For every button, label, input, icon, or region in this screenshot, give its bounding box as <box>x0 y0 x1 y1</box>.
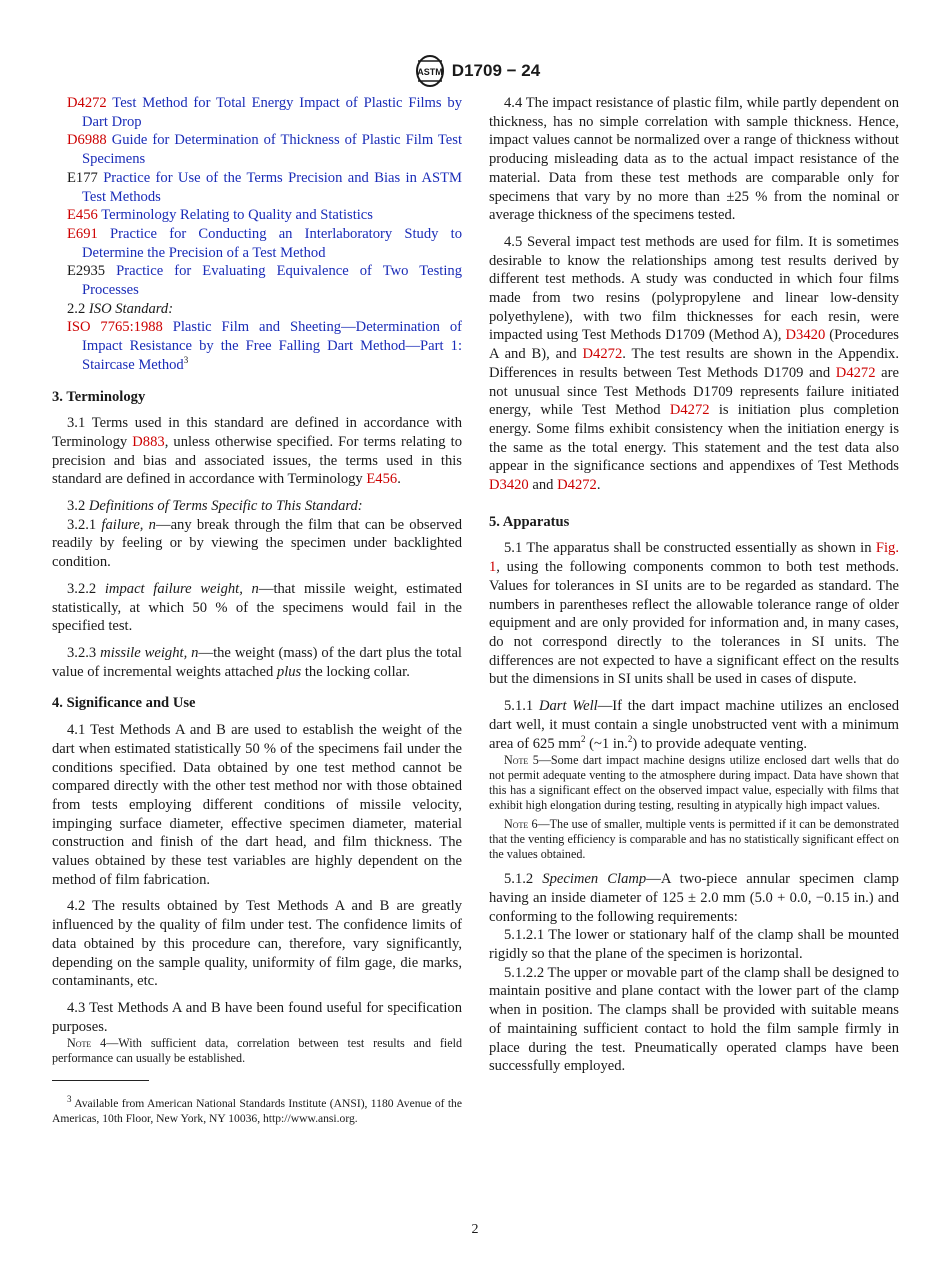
paragraph-5-1-2-2: 5.1.2.2 The upper or movable part of the clamp shall be designed to maintain positive and plane contact with the lower part of the clamp when in position. The clamps shall be provided with suitable means of maintaining sufficient contact to hold the film sample firmly in place during the test. Pneumatically operated clamps have been successfully employed. <box>489 964 899 1075</box>
paragraph-3-2-1: 3.2.1 failure, n—any break through the film that can be observed readily by feeling or by viewing the specimen under backlighted condition. <box>52 516 462 571</box>
reference-item <box>52 131 462 168</box>
reference-list <box>52 94 462 375</box>
reference-code[interactable]: E691 <box>67 225 98 242</box>
reference-title[interactable]: Practice for Evaluating Equivalence of Two Testing Processes <box>82 263 462 299</box>
page-number: 2 <box>471 1222 479 1237</box>
reference-item <box>52 206 462 225</box>
inline-ref-link[interactable]: D4272 <box>669 402 710 419</box>
reference-item <box>52 262 462 299</box>
section-heading-significance: 4. Significance and Use <box>52 695 196 712</box>
document-designation: D1709 − 24 <box>451 61 541 80</box>
inline-ref-link[interactable]: D4272 <box>582 346 623 363</box>
footnote-marker: 3 <box>183 354 189 365</box>
reference-code: E2935 <box>67 263 106 280</box>
reference-title[interactable]: Terminology Relating to Quality and Statistics <box>101 207 373 224</box>
paragraph-4-2: 4.2 The results obtained by Test Methods A and B are greatly influenced by the quality of film under test. The confidence limits of data obtained by this procedure can, therefore, vary significantly, depending on the sample quality, uniformity of film gage, die marks, contaminants, etc. <box>52 898 462 990</box>
inline-ref-link[interactable]: D883 <box>132 433 165 450</box>
paragraph-5-1: 5.1 The apparatus shall be constructed essentially as shown in Fig. 1, using the following components common to both test methods. Values for tolerances in SI units are to be regarded as standard. The numbers in parentheses reflect the allowable tolerance range of older equipment and are only provided for information and, in many cases, do not correspond directly to the tolerances in SI units. The differences are not expected to have a significant effect on the results but the dimensions in SI units shall be used in cases of dispute. <box>489 540 899 688</box>
paragraph-3-2-2: 3.2.2 impact failure weight, n—that missile weight, estimated statistically, at which 50 % of the specimens would fail in the specified test. <box>52 580 462 635</box>
reference-title[interactable]: Test Method for Total Energy Impact of Plastic Films by Dart Drop <box>82 95 462 130</box>
astm-logo-icon <box>410 55 450 87</box>
reference-item <box>52 169 462 206</box>
reference-code[interactable]: D4272 <box>67 95 107 111</box>
footnote-3: $^3$ Available from American National Standards Institute (ANSI), 1180 Avenue of the Americas, 10th Floor, New York, NY 10036, http://www.ansi.org. <box>52 1094 462 1126</box>
paragraph-4-3: 4.3 Test Methods A and B have been found useful for specification purposes. <box>52 999 462 1035</box>
paragraph-3-1: 3.1 Terms used in this standard are defined in accordance with Terminology D883, unless otherwise specified. For terms relating to precision and bias and associated issues, the terms used in this standard are defined in accordance with Terminology E456. <box>52 415 462 488</box>
left-column <box>52 94 462 1126</box>
right-column <box>489 94 899 1076</box>
reference-code: E177 <box>67 169 98 186</box>
reference-title[interactable]: Guide for Determination of Thickness of Plastic Film Test Specimens <box>82 132 463 168</box>
svg-text:ASTM: ASTM <box>417 67 443 77</box>
inline-ref-link[interactable]: E456 <box>366 471 398 488</box>
reference-title[interactable]: Practice for Conducting an Interlaboratory Study to Determine the Precision of a Test Method <box>82 225 462 261</box>
note-6: Note 6—The use of smaller, multiple vents is permitted if it can be demonstrated that the venting efficiency is comparable and has no statistically significant effect on the values obtained. <box>489 817 899 862</box>
section-heading-apparatus: 5. Apparatus <box>489 513 570 530</box>
reference-code[interactable]: D6988 <box>67 132 107 149</box>
inline-ref-link[interactable]: D4272 <box>835 364 876 381</box>
iso-heading: 2.2 ISO Standard: <box>67 300 174 317</box>
paragraph-4-5: 4.5 Several impact test methods are used for film. It is sometimes desirable to know the relationships among test results derived by different test methods. A study was conducted in which four films made from two resins (polypropylene and linear low-density polyethylene), with two film thicknesses for each resin, were impacted using Test Methods D1709 (Method A), D3420 (Procedures A and B), and D4272. The test results are shown in the Appendix. Differences in results between Test Methods D1709 and D4272 are not unusual since Test Methods D1709 represents failure initiated energy, while Test Method D4272 is initiation plus completion energy. Some films exhibit consistency when the initiation energy is the same as the total energy. This statement and the test data also appear in the significance sections and appendixes of Test Methods D3420 and D4272. <box>489 233 899 494</box>
paragraph-5-1-2-1: 5.1.2.1 The lower or stationary half of the clamp shall be mounted rigidly so that the plane of the specimen is horizontal. <box>489 927 899 963</box>
inline-ref-link[interactable]: D3420 <box>489 477 529 494</box>
reference-title[interactable]: Practice for Use of the Terms Precision and Bias in ASTM Test Methods <box>82 169 462 205</box>
reference-code[interactable]: E456 <box>67 207 98 224</box>
reference-title[interactable]: Plastic Film and Sheeting—Determination of Impact Resistance by the Free Falling Dart Method—Part 1: Staircase Method <box>82 319 462 373</box>
inline-ref-link[interactable]: D4272 <box>557 477 597 494</box>
inline-ref-link[interactable]: D3420 <box>785 327 826 344</box>
reference-item-iso <box>52 318 462 374</box>
paragraph-4-4: 4.4 The impact resistance of plastic film, while partly dependent on thickness, has no simple correlation with sample thickness. Hence, impact values cannot be normalized over a range of thickness without producing misleading data as to the actual impact resistance of the material. Data from these test methods are comparable only for specimens that vary by no more than ±25 % from the nominal or average thickness of the specimens tested. <box>489 95 899 224</box>
reference-item <box>52 225 462 262</box>
figure-link[interactable]: Fig. 1 <box>489 540 899 576</box>
paragraph-3-2-3: 3.2.3 missile weight, n—the weight (mass) of the dart plus the total value of incremental weights attached plus the locking collar. <box>52 644 462 680</box>
paragraph-5-1-2: 5.1.2 Specimen Clamp—A two-piece annular specimen clamp having an inside diameter of 125 ± 2.0 mm (5.0 + 0.0, −0.15 in.) and conforming to the following requirements: <box>489 871 899 925</box>
footnote-divider <box>52 1080 149 1081</box>
note-5: Note 5—Some dart impact machine designs utilize enclosed dart wells that do not permit adequate venting to the atmosphere during impact. Data have shown that this has a significant effect on the observed impact value, especially with films that exhibit high elongation during testing, resulting in atypically high impact values. <box>489 753 899 813</box>
paragraph-5-1-1: 5.1.1 Dart Well—If the dart impact machine utilizes an enclosed dart well, it must contain a single unobstructed vent with a minimum area of 625 $mm^2$ (~1 in.$^2$) to provide adequate venting. <box>489 698 900 752</box>
paragraph-4-1: 4.1 Test Methods A and B are used to establish the weight of the dart when estimated statistically 50 % of the specimens fail under the conditions specified. Data obtained by one test method cannot be compared directly with the other test method nor with those obtained from tests employing different conditions of missile velocity, impinging surface diameter, effective specimen diameter, material construction and finish of the dart head, and film thickness. The values obtained by these test variables are highly dependent on the method of film fabrication. <box>52 722 462 888</box>
reference-item <box>52 94 462 131</box>
paragraph-3-2: 3.2 Definitions of Terms Specific to This Standard: <box>67 498 363 515</box>
note-4: Note 4—With sufficient data, correlation between test results and field performance can usually be established. <box>52 1036 463 1066</box>
reference-code[interactable]: ISO 7765:1988 <box>67 319 163 336</box>
section-heading-terminology: 3. Terminology <box>52 388 146 405</box>
page-header <box>0 55 950 87</box>
